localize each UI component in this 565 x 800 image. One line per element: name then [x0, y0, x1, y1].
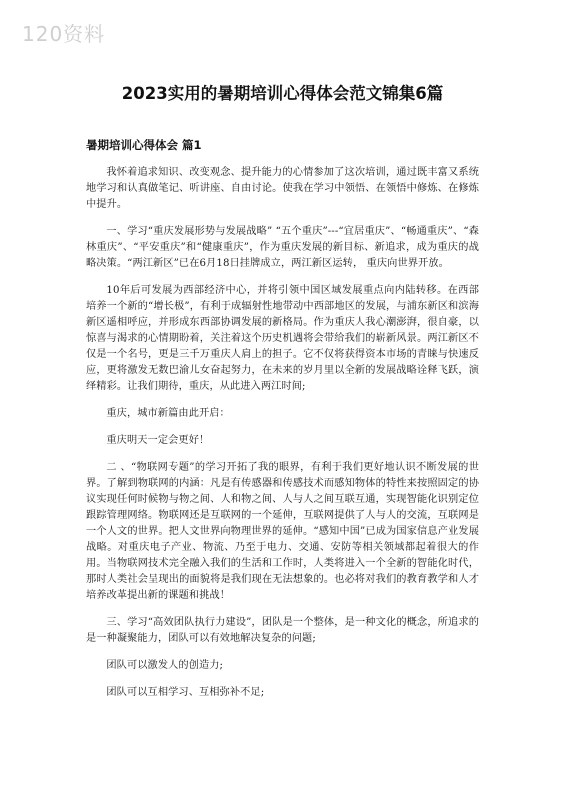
section-heading: 暑期培训心得体会 篇1 — [86, 138, 202, 152]
paragraph: 二 、“物联网专题”的学习开拓了我的眼界，有利于我们更好地认识不断发展的世界。了解到物联网的内涵：凡是有传感器和传感技术而感知物体的特性来按照固定的协议实现任何时候物与物之间、人和物之间、人与人之间互联互通，实现智能化识别定位跟踪管理网络。物联网还是互联网的一个延伸，互联网提供了人与人的交流，互联网是一个人文的世界。把人文世界向物理世界的延伸。“感知中国”已成为国家信息产业发展战略。对重庆电子产业、物流、乃至于电力、交通、安防等相关领域都起着很大的作用。当物联网技术完全融入我们的生活和工作时，人类将进入一个全新的智能化时代，那时人类社会呈现出的面貌将是我们现在无法想象的。也必将对我们的教育教学和人才培养改革提出新的课题和挑战！ — [86, 462, 479, 601]
paragraph: 团队可以互相学习、互相弥补不足; — [106, 687, 265, 698]
paragraph: 10年后可发展为西部经济中心，并将引领中国区域发展重点向内陆转移。在西部培养一个新的“增长极”，有利于成辐射性地带动中西部地区的发展，与浦东新区和滨海新区遥相呼应，并形成东西部协调发展的新格局。作为重庆人我心潮澎湃，很自豪，以惊喜与渴求的心情期盼着，关注着这个历史机遇将会带给我们的崭新风景。两江新区不仅是一个名号，更是三千万重庆人肩上的担子。它不仅将获得资本市场的青睐与快速反应，更将激发无数巴渝儿女奋起努力，在未来的岁月里以全新的发展战略诠释飞跃，演绎精彩。让我们期待，重庆，从此进入两江时间; — [86, 285, 479, 392]
watermark: 120资料 — [22, 22, 106, 46]
paragraph: 重庆明天一定会更好！ — [106, 435, 210, 446]
paragraph: 重庆，城市新篇由此开启： — [106, 408, 230, 419]
paragraph: 三、学习“高效团队执行力建设”，团队是一个整体，是一种文化的概念，所追求的是一种凝聚能力，团队可以有效地解决复杂的问题; — [86, 617, 479, 644]
paragraph: 团队可以激发人的创造力; — [106, 660, 224, 671]
paragraph: 我怀着追求知识、改变观念、提升能力的心情参加了这次培训，通过既丰富又系统地学习和认真做笔记、听讲座、自由讨论。使我在学习中领悟、在领悟中修炼、在修炼中提升。 — [86, 167, 479, 210]
document-body — [86, 165, 479, 712]
document-title: 2023实用的暑期培训心得体会范文锦集6篇 — [121, 84, 444, 103]
paragraph: 一、学习“重庆发展形势与发展战略” “五个重庆”---“宜居重庆”、“畅通重庆”、“森林重庆”、“平安重庆”和“健康重庆”，作为重庆发展的新目标、新追求，成为重庆的战略决策。“两江新区”已在6月18日挂牌成立，两江新区运转， 重庆向世界开放。 — [86, 226, 479, 269]
